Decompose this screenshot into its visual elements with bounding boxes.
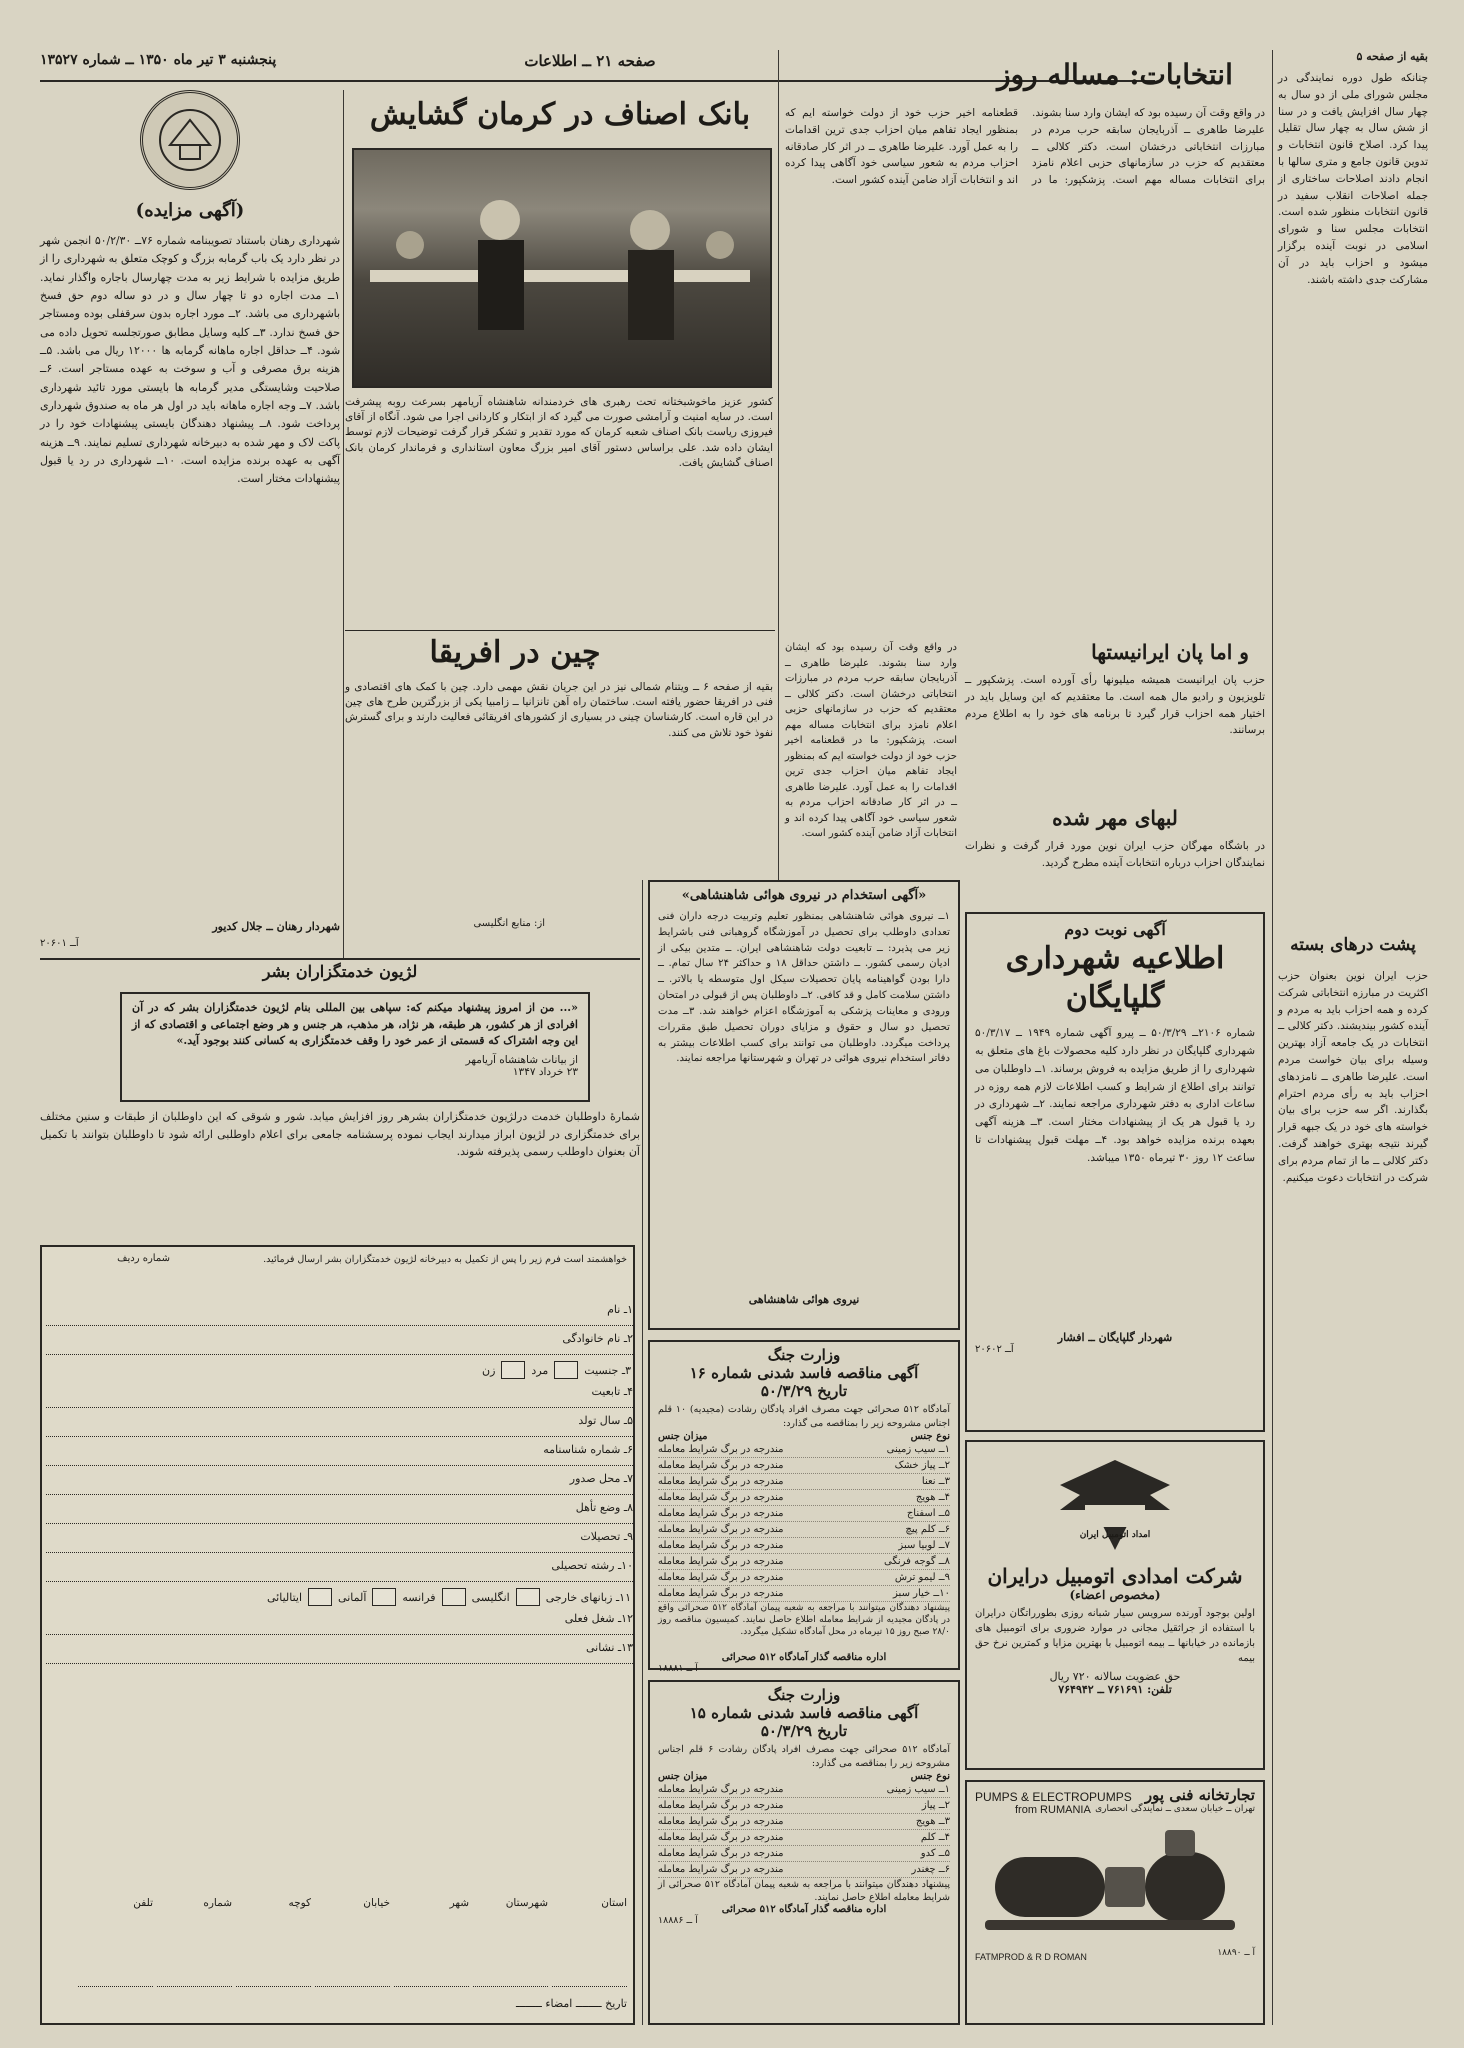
car-assist-logo [1050,1450,1180,1560]
pumps-code: آ ــ ۱۸۸۹۰ [1217,1948,1255,1958]
form-field-languages [48,1588,631,1606]
car-assist-phone: تلفن: ۷۶۱۶۹۱ ــ ۷۶۴۹۴۲ [1058,1683,1172,1696]
pumps-title-en: PUMPS & ELECTROPUMPS [975,1790,1132,1804]
tender-item-name: ۹ــ لیمو ترش [894,1571,950,1583]
form-note: خواهشمند است فرم زیر را پس از تکمیل به دبیرخانه لژیون خدمتگزاران بشر ارسال فرمائید. [263,1254,627,1265]
ceremony-photo [352,148,772,388]
tender-item-amount: مندرجه در برگ شرایط معامله [658,1459,784,1471]
tender16-outro: پیشنهاد دهندگان میتوانند با مراجعه به شعبه پیمان آمادگاه ۵۱۲ صحرائی واقع در پادگان مجیدیه از شرایط معامله اطلاع حاصل نمایند. کمیسیون مناقصه روز ۲۸/۰ صبح روز ۱۵ تیرماه در محل آمادگاه تشکیل میگردد. [658,1602,950,1637]
tender-item-name: ۵ــ اسفناج [906,1507,950,1519]
pumps-maker: FATMPROD & R D ROMAN [975,1952,1087,1962]
tender-item-amount: مندرجه در برگ شرایط معامله [658,1847,784,1859]
tender-item-amount: مندرجه در برگ شرایط معامله [658,1831,784,1843]
car-assist-logo-label: امداد اتومبیل ایران [1079,1530,1151,1540]
ribbon-cutting-figures [350,150,770,390]
tender-item-name: ۳ــ نعنا [921,1475,950,1487]
auction-signature: شهردار رهنان ــ جلال کدیور [212,920,340,933]
tender16-signature: اداره مناقصه گذار آمادگاه ۵۱۲ صحرائی [721,1651,887,1663]
legion-form [40,1245,635,2025]
airforce-body: ۱ــ نیروی هوائی شاهنشاهی بمنظور تعلیم وتربیت درجه داران فنی تعدادی داوطلب برای تحصیل در آموزشگاه گروهبانی فنی باشرایط زیر می پذیرد: ــ تابعیت دولت شاهنشاهی ایران. ــ متدین بیکی از ادیان رسمی کشور. ــ داشتن حداقل ۱۸ و حداکثر ۲۴ سال تمام. ــ دارا بودن گواهینامه پایان تحصیلات سیکل اول متوسطه یا بالاتر. ــ داشتن سلامت کامل و قد کافی. ۲ــ داوطلبان پس از قبولی در امتحان ورودی و معاینات پزشکی به آموزشگاه اعزام خواهند شد. ۳ــ مدت تحصیل دو سال و حقوق و مزایای دوران تحصیل طبق مقررات پرداخت میگردد. داوطلبان می توانند برای کسب اطلاعات بیشتر به دفاتر استخدام نیروی هوائی در تهران و شهرستانها مراجعه نمایند. [658,911,950,1065]
tender-item-row [658,1506,950,1522]
auction-title: (آگهی مزایده) [135,200,245,221]
golpayegan-ad [965,912,1265,1432]
elections-headline: انتخابات: مساله روز [997,58,1233,91]
lang-french: فرانسه [402,1590,436,1604]
winged-emblem-icon [1050,1450,1180,1560]
tender15-outro: پیشنهاد دهندگان میتوانند با مراجعه به شعبه پیمان آمادگاه ۵۱۲ صحرائی از شرایط معامله اطلاع حاصل نمایند. [658,1878,950,1903]
tender16-table-head [658,1431,950,1442]
tender-item-row [658,1522,950,1538]
tender-item-row [658,1554,950,1570]
lang-german: آلمانی [338,1590,367,1604]
china-source: از: منابع انگلیسی [473,918,545,929]
pumps-subtitle-en: from RUMANIA [1015,1804,1091,1816]
tender-item-name: ۱ــ سیب زمینی [886,1443,950,1455]
legion-top-rule [40,958,640,960]
form-field-nationality[interactable]: ۴ـ تابعیت [46,1385,633,1408]
golpayegan-body: شماره ۲۱۰۶ــ ۵۰/۳/۲۹ ــ پیرو آگهی شماره ۱۹۴۹ ــ ۵۰/۳/۱۷ شهرداری گلپایگان در نظر دارد کلیه محصولات باغ های متعلق به شهرداری را از طریق مزایده به فروش برساند. ۱ــ داوطلبان می توانند برای اطلاع از شرایط و کسب اطلاعات لازم همه روزه در ساعات اداری به دفتر شهرداری مراجعه نمایند. ۲ــ شهرداری در رد یا قبول هر یک از پیشنهادات مختار است. ۳ــ هزینه آگهی بعهده برنده مزایده خواهد بود. ۴ــ مهلت قبول پیشنهادات تا ساعت ۱۲ روز ۳۰ تیرماه ۱۳۵۰ میباشد. [975,1027,1256,1164]
tender15-intro: آمادگاه ۵۱۲ صحرائی جهت مصرف افراد پادگان رشادت ۶ قلم اجناس مشروحه زیر را بمناقصه می گذارد: [658,1744,950,1769]
auction-body: شهرداری رهنان باستناد تصویبنامه شماره ۷۶ــ ۵۰/۲/۳۰ انجمن شهر در نظر دارد یک باب گرمابه بزرگ و کوچک متعلق به شهرداری را از طریق مزایده با شرایط زیر به مدت چهارسال باجاره واگذار نماید. ۱ــ مدت اجاره دو تا چهار سال و در دو ساله دوم حق فسخ باشهرداری می باشد. ۲ــ مورد اجاره بدون سرقفلی بوده ومستاجر حق فسخ ندارد. ۳ــ کلیه وسایل مطابق صورتجلسه تحویل داده می شود. ۴ــ حداقل اجاره ماهانه گرمابه ها ۱۲۰۰۰ ریال می باشد. ۵ــ هزینه برق مصرفی و آب و سوخت به عهده مستاجر است. ۶ــ صلاحیت وشایستگی مدیر گرمابه ها بایستی مورد تائید شهرداری باشد. ۷ــ وجه اجاره ماهانه باید در اول هر ماه به صندوق شهرداری پرداخت شود. ۸ــ پیشنهاد دهندگان بایستی پیشنهادات خود را در پاکت لاک و مهر شده به دبیرخانه شهرداری تسلیم نمایند. ۹ــ هزینه آگهی به عهده برنده مزایده است. ۱۰ــ شهرداری در رد یا قبول پیشنهادات مختار است. [40,234,341,486]
legion-quote-box [120,992,590,1102]
tender-item-amount: مندرجه در برگ شرایط معامله [658,1783,784,1795]
tender-item-amount: مندرجه در برگ شرایط معامله [658,1799,784,1811]
tender-item-name: ۱ــ سیب زمینی [886,1783,950,1795]
tender-item-row [658,1442,950,1458]
tender16-ad [648,1340,960,1674]
far-right-body: چنانکه طول دوره نمایندگی در مجلس شورای ملی از دو سال به چهار سال افزایش یافت و در سنا از شش سال به چهار سال تقلیل پیدا کرد. اصلاح قانون انتخابات و تدوین قانون جامع و متری سالها با انجام دادند اصلاحات ساختاری از جمله اصلاحات انقلاب سفید در قانون انتخابات منظور شده است. انتخابات مجلس سنا و شورای اسلامی در نوبت آینده برگزار میشود و احزاب باید در آن مشارکت جدی داشته باشند. [1278,72,1428,286]
far-right-body2: حزب ایران نوین بعنوان حزب اکثریت در مبارزه انتخاباتی شرکت کرده و همه احزاب باید به مردم و آینده کشور بیندیشند. دکتر کلالی ــ انتخابات در یک جامعه آزاد بهترین وسیله برای بیان خواست مردم است. علیرضا طاهری ــ نامزدهای احزاب باید به رأی مردم احترام بگذارند. اگر سه حزب برای بیان خواسته های خود در یک جبهه قرار گیرند نتیجه بهتری خواهند گرفت. دکتر کلالی ــ ما از تمام مردم برای شرکت در انتخابات دعوت میکنیم. [1278,970,1428,1184]
languages-label: ۱۱ـ زبانهای خارجی [545,1590,631,1604]
lang-english: انگلیسی [471,1590,510,1604]
tender15-code: آ ــ ۱۸۸۸۶ [658,1915,698,1927]
form-field-name[interactable]: ۱ـ نام [46,1303,633,1326]
tender15-date: تاریخ ۵۰/۳/۲۹ [760,1722,848,1740]
tender-item-name: ۱۰ــ خیار سبز [893,1587,950,1599]
tender16-col-item: نوع جنس [910,1430,950,1442]
form-field-id-number[interactable]: ۶ـ شماره شناسنامه [46,1443,633,1466]
golpayegan-code: آــ ۲۰۶۰۲ [975,1344,1014,1355]
airforce-col-rule [642,880,643,2025]
elections-body3: در باشگاه مهرگان حزب ایران نوین مورد قرار گرفت و نظرات نمایندگان احزاب درباره انتخابات آینده مطرح گردید. [965,840,1265,869]
bank-body: کشور عزیز ماخوشبختانه تحت رهبری های خردمندانه شاهنشاه آریامهر بسرعت روبه پیشرفت است. در سایه امنیت و آرامشی صورت می گیرد که از ابتکار و کاردانی اجرا می شود. آنگاه از آقای فیروزی ریاست بانک اصناف شعبه کرمان که مورد تقدیر و تشکر قرار گرفت توضیحات لازم توسط ایشان داده شد. علی براساس دستور آقای امیر بزرگ معاون استانداری و فرماندار کرمان بانک اصناف گشایش یافت. [345,396,773,469]
tender-item-amount: مندرجه در برگ شرایط معامله [658,1491,784,1503]
legion-quote-date: ۲۳ خرداد ۱۳۴۷ [512,1065,578,1078]
car-assist-body: اولین بوجود آورنده سرویس سیار شبانه روزی بطورراتگان درایران با استفاده از جراثقیل مجانی در موارد ضروری برای اتومبیل های بازمانده در خیابانها ــ بیمه اتومبیل با بهترین مزایا و کمترین نرخ حق بیمه [975,1608,1255,1664]
tender-item-amount: مندرجه در برگ شرایط معامله [658,1507,784,1519]
tender-item-name: ۴ــ هویج [915,1491,950,1503]
form-footer: تاریخ ــــــــ امضاء ــــــــ [516,1997,627,2010]
address-phone[interactable]: تلفن [78,1897,153,1987]
tender-item-amount: مندرجه در برگ شرایط معامله [658,1815,784,1827]
page-label: صفحه ۲۱ ــ اطلاعات [524,52,656,70]
tender-item-amount: مندرجه در برگ شرایط معامله [658,1571,784,1583]
tender-item-row [658,1846,950,1862]
tender-item-amount: مندرجه در برگ شرایط معامله [658,1475,784,1487]
legion-quote: «... من از امروز پیشنهاد میکنم که: سپاهی بین المللی بنام لژیون خدمتگزاران بشر که در آن افرادی از هر کشور، هر طبقه، هر نژاد، هر مذهب، هر جنس و هر وضع اجتماعی و اقتصادی که از این وجه اشتراک که قسمتی از عمر خود را وقف خدمتگزاری به کسانی کنند بوجود آید.» [132,1001,578,1047]
tender15-ad [648,1680,960,2025]
form-field-occupation[interactable]: ۱۲ـ شغل فعلی [46,1612,633,1635]
form-field-birth-year[interactable]: ۵ـ سال تولد [46,1414,633,1437]
form-field-address[interactable]: ۱۳ـ نشانی [46,1641,633,1664]
form-field-family[interactable]: ۲ـ نام خانوادگی [46,1332,633,1355]
car-assist-ad [965,1440,1265,1770]
tender-item-name: ۲ــ پیاز [921,1799,950,1811]
airforce-title: «آگهی استخدام در نیروی هوائی شاهنشاهی» [681,888,927,903]
tender-item-name: ۶ــ چغندر [911,1863,950,1875]
tender-item-name: ۸ــ گوجه فرنگی [884,1555,950,1567]
tender15-signature: اداره مناقصه گذار آمادگاه ۵۱۲ صحرائی [721,1904,887,1916]
address-county[interactable]: شهرستان [473,1897,548,1987]
gender-male-label: مرد [531,1363,549,1377]
tender16-col-amount: میزان جنس [658,1430,708,1442]
tender16-code: آ ــ ۱۸۸۸۱ [658,1662,698,1674]
form-field-gender [48,1361,631,1379]
address-street[interactable]: خیابان [315,1897,390,1987]
auction-code: آــ ۲۰۶۰۱ [40,938,79,949]
tender-item-row [658,1862,950,1878]
legion-quote-source: از بیانات شاهنشاه آریامهر [465,1053,578,1066]
rahnan-emblem [140,90,240,190]
form-field-issue-place[interactable]: ۷ـ محل صدور [46,1472,633,1495]
tender15-col-amount: میزان جنس [658,1770,708,1782]
address-province[interactable]: استان [552,1897,627,1987]
tender15-title: آگهی مناقصه فاسد شدنی شماره ۱۵ [689,1704,919,1722]
car-assist-title: شرکت امدادی اتومبیل درایران [987,1564,1243,1588]
tender-item-row [658,1814,950,1830]
tender-item-row [658,1538,950,1554]
far-right-col-rule [1272,50,1273,2025]
car-assist-fee: حق عضویت سالانه ۷۲۰ ریال [1049,1670,1181,1683]
tender-item-row [658,1458,950,1474]
address-alley[interactable]: کوچه [236,1897,311,1987]
elections-extra: در واقع وقت آن رسیده بود که ایشان وارد سنا بشوند. علیرضا طاهری ــ آذربایجان سابقه حرب مردم در مبارزات انتخاباتی درخشان است. دکتر کلالی ــ معتقدیم که حزب در سازمانهای حزبی اعلام نامزد برای انتخابات مساله مهم است. پزشکپور: ما در قطعنامه اخیر حزب خود از دولت خواسته ایم که بمنظور ایجاد تفاهم میان احزاب جدی ترین اقدامات را به عمل آورد. علیرضا طاهری ــ در اثر کار صادقانه احزاب مردم به شعور سیاسی خود آگاهی پیدا کرده اند و انتخابات آزاد ضامن آینده کشور است. [785,642,957,839]
gender-female-label: زن [482,1363,496,1377]
tender-item-amount: مندرجه در برگ شرایط معامله [658,1555,784,1567]
tender-item-amount: مندرجه در برگ شرایط معامله [658,1863,784,1875]
far-right-header: بقیه از صفحه ۵ [1356,50,1428,63]
tender-item-amount: مندرجه در برگ شرایط معامله [658,1523,784,1535]
tender-item-name: ۴ــ کلم [920,1831,950,1843]
tender15-col-item: نوع جنس [910,1770,950,1782]
form-row-number-label: شماره ردیف [117,1253,170,1264]
gender-female-box[interactable] [501,1361,525,1379]
china-top-rule [345,630,775,631]
form-field-major[interactable]: ۱۰ـ رشته تحصیلی [46,1559,633,1582]
gender-label: ۳ـ جنسیت [584,1363,631,1377]
panirani-subhead: و اما پان ایرانیستها [1091,640,1249,664]
tender15-ministry: وزارت جنگ [767,1686,841,1704]
tender16-items [658,1442,950,1602]
pumps-address: تهران ــ خیابان سعدی ــ نمایندگی انحصاری [1095,1804,1255,1814]
tender-item-row [658,1798,950,1814]
tender-item-name: ۳ــ هویج [915,1815,950,1827]
bank-headline: بانک اصناف در کرمان گشایش [369,97,751,132]
tender-item-amount: مندرجه در برگ شرایط معامله [658,1443,784,1455]
elections-body: در واقع وقت آن رسیده بود که ایشان وارد سنا بشوند. علیرضا طاهری ــ آذربایجان سابقه حرب مردم در مبارزات انتخاباتی درخشان است. دکتر کلالی ــ معتقدیم که حزب در سازمانهای حزبی اعلام نامزد برای انتخابات مساله مهم است. پزشکپور: ما در قطعنامه اخیر حزب خود از دولت خواسته ایم که بمنظور ایجاد تفاهم میان احزاب جدی ترین اقدامات را به عمل آورد. علیرضا طاهری ــ در اثر کار صادقانه احزاب مردم به شعور سیاسی خود آگاهی پیدا کرده اند و انتخابات آزاد ضامن آینده کشور است. [785,107,1265,187]
form-field-education[interactable]: ۹ـ تحصیلات [46,1530,633,1553]
tender16-ministry: وزارت جنگ [767,1346,841,1364]
address-number[interactable]: شماره [157,1897,232,1987]
emblem-icon [155,105,225,175]
airforce-signature: نیروی هوائی شاهنشاهی [748,1293,860,1306]
tender-item-name: ۷ــ لوبیا سبز [898,1539,950,1551]
form-field-marital[interactable]: ۸ـ وضع تأهل [46,1501,633,1524]
tender-item-name: ۶ــ کلم پیچ [905,1523,950,1535]
sealed-lips-subhead: لبهای مهر شده [1052,806,1178,830]
car-assist-subtitle: (مخصوص اعضاء) [1069,1588,1161,1602]
pump-illustration [975,1822,1255,1952]
lang-italian-box[interactable] [308,1588,332,1606]
tender-item-row [658,1782,950,1798]
golpayegan-city: گلپایگان [1065,980,1165,1015]
legion-body: شمارهٔ داوطلبان خدمت درلژیون خدمتگزاران بشرهر روز افزایش میابد. شور و شوقی که این داوطلبان از طبقات و سنین مختلف برای خدمتگزاری در لژیون ابراز میدارند ایجاب نموده پرسشنامه جامعی برای اعلام داوطلبی ارائه شود تا داوطلبان بتوانند با تکمیل آن بعنوان داوطلب رسمی پذیرفته شوند. [40,1110,640,1159]
tender15-table-head [658,1771,950,1782]
form-fields [42,1297,637,1897]
issue-date: پنجشنبه ۳ تیر ماه ۱۳۵۰ ــ شماره ۱۳۵۲۷ [40,52,277,68]
airforce-ad [648,880,960,1330]
gender-male-box[interactable] [554,1361,578,1379]
tender15-items [658,1782,950,1878]
tender-item-amount: مندرجه در برگ شرایط معامله [658,1587,784,1599]
pumps-ad [965,1780,1265,2025]
pumps-title-fa: تجارتخانه فنی پور [1144,1786,1255,1804]
elections-col-rule [778,50,779,880]
golpayegan-signature: شهردار گلپایگان ــ افشار [1057,1331,1173,1344]
tender-item-row [658,1570,950,1586]
tender16-intro: آمادگاه ۵۱۲ صحرائی جهت مصرف افراد پادگان رشادت (مجیدیه) ۱۰ قلم اجناس مشروحه زیر را بمناقصه می گذارد: [658,1404,950,1429]
lang-french-box[interactable] [442,1588,466,1606]
address-grid [50,1897,627,1987]
china-body: بقیه از صفحه ۶ ــ ویتنام شمالی نیز در این جریان نقش مهمی دارد. چین با کمک های اقتصادی و فنی در افریقا حضور یافته است. ساختمان راه آهن تانزانیا ــ زامبیا یکی از بزرگترین طرح های چین در این قاره است. کارشناسان چینی در بسیاری از کشورهای افریقائی فعالیت دارند و برای گسترش نفوذ خود تلاش می کنند. [345,681,773,739]
tender-item-row [658,1586,950,1602]
address-city[interactable]: شهر [394,1897,469,1987]
tender16-date: تاریخ ۵۰/۳/۲۹ [760,1382,848,1400]
golpayegan-round: آگهی نوبت دوم [1064,920,1166,939]
golpayegan-title: اطلاعیه شهرداری [1005,941,1225,976]
tender-item-row [658,1490,950,1506]
legion-headline: لژیون خدمتگزاران بشر [262,962,418,981]
closed-doors-subhead: پشت درهای بسته [1290,935,1416,955]
china-headline: چین در افریقا [429,635,601,670]
lang-english-box[interactable] [516,1588,540,1606]
lang-german-box[interactable] [372,1588,396,1606]
tender16-title: آگهی مناقصه فاسد شدنی شماره ۱۶ [689,1364,919,1382]
lang-italian: ایتالیائی [267,1590,303,1604]
elections-body2: حزب پان ایرانیست همیشه میلیونها رأی آورده است. پزشکپور ــ تلویزیون و رادیو مال همه است. ما معتقدیم که این وسایل باید در اختیار همه احزاب قرار گیرد تا برنامه های خود را به اطلاع مردم برسانند. [965,674,1265,737]
tender-item-row [658,1830,950,1846]
tender-item-row [658,1474,950,1490]
tender-item-name: ۲ــ پیاز خشک [894,1459,950,1471]
tender-item-amount: مندرجه در برگ شرایط معامله [658,1539,784,1551]
auction-col-rule [343,90,344,960]
tender-item-name: ۵ــ کدو [920,1847,950,1859]
